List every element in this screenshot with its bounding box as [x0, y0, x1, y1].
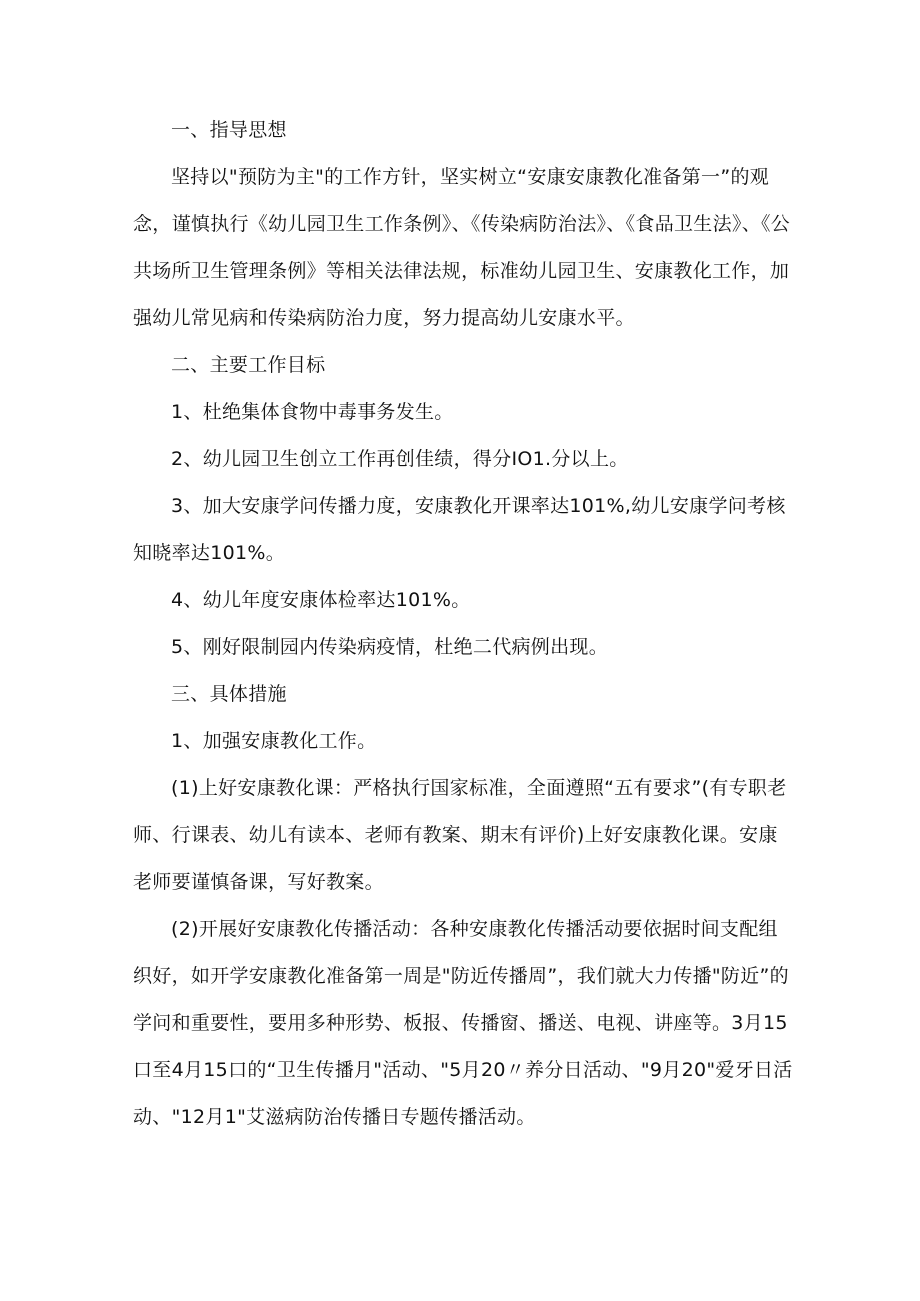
goal-item-1: 1、杜绝集体食物中毒事务发生。	[171, 401, 454, 423]
measure-subitem-1: (1)上好安康教化课：严格执行国家标准，全面遵照“五有要求”(有专职老师、行课表、幼儿有读本、老师有教案、期末有评价)上好安康教化课。安康老师要谨慎备课，写好教案。	[133, 777, 787, 893]
heading-guiding-ideology: 一、指导思想	[171, 119, 287, 141]
goal-item-4: 4、幼儿年度安康体检率达101%。	[171, 589, 471, 611]
goal-item-5: 5、刚好限制园内传染病疫情，杜绝二代病例出现。	[171, 636, 608, 658]
goal-item-3: 3、加大安康学问传播力度，安康教化开课率达101%,幼儿安康学问考核知晓率达101%。	[133, 495, 786, 564]
measure-subitem-2: (2)开展好安康教化传播活动：各种安康教化传播活动要依据时间支配组织好，如开学安康教化准备第一周是"防近传播周”，我们就大力传播"防近”的学问和重要性，要用多种形势、板报、传播窗、播送、电视、讲座等。3月15口至4月15口的“卫生传播月"活动、"5月20〃养分日活动、"9月20"爱牙日活动、"12月1"艾滋病防治传播日专题传播活动。	[133, 918, 793, 1128]
measure-item-1: 1、加强安康教化工作。	[171, 730, 377, 752]
paragraph-guiding-ideology: 坚持以"预防为主"的工作方针，坚实树立“安康安康教化准备第一”的观念，谨慎执行《幼儿园卫生工作条例》、《传染病防治法》、《食品卫生法》、《公共场所卫生管理条例》等相关法律法规，标准幼儿园卫生、安康教化工作，加强幼儿常见病和传染病防治力度，努力提高幼儿安康水平。	[133, 166, 791, 329]
goal-item-2: 2、幼儿园卫生创立工作再创佳绩，得分IO1.分以上。	[171, 448, 629, 470]
heading-main-goals: 二、主要工作目标	[171, 354, 326, 376]
document-body	[133, 107, 793, 1141]
heading-specific-measures: 三、具体措施	[171, 683, 287, 705]
